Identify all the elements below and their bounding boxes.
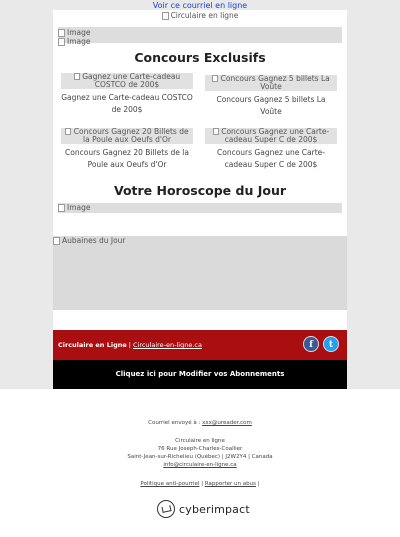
banner-alt-text: Image [67, 28, 91, 37]
logo-image[interactable] [53, 11, 347, 20]
banner-image[interactable] [58, 27, 342, 46]
facebook-icon[interactable]: f [303, 336, 319, 352]
broken-image-icon [53, 237, 60, 245]
email-card [53, 10, 347, 389]
broken-image-icon [65, 128, 71, 135]
contest-caption[interactable]: Concours Gagnez une Carte-cadeau Super C de 200$ [217, 148, 325, 169]
footer [0, 389, 400, 537]
street-address: 76 Rue Joseph-Charles-Coallier [157, 446, 243, 452]
cyberimpact-wordmark: cyberimpact [179, 502, 250, 516]
brand-bar [53, 330, 347, 360]
broken-image-icon [74, 73, 80, 80]
contest-image-alt: Gagnez une Carte-cadeau COSTCO de 200$ [82, 72, 181, 89]
contact-email[interactable]: info@circulaire-en-ligne.ca [163, 462, 237, 468]
city-line: Saint-Jean-sur-Richelieu (Québec) | J2W2Y4 | Canada [127, 454, 273, 460]
contest-item[interactable] [205, 128, 337, 171]
sent-to-label: Courriel envoyé à : [148, 420, 201, 426]
broken-image-icon [213, 128, 219, 135]
contest-caption[interactable]: Concours Gagnez 5 billets La Voûte [216, 95, 326, 116]
broken-image-icon [212, 75, 218, 82]
banner-alt-text: Image [67, 37, 91, 46]
broken-image-icon [58, 38, 65, 46]
horoscope-image[interactable] [58, 203, 342, 213]
cyberimpact-logo-icon [157, 500, 175, 518]
deals-image[interactable] [53, 236, 347, 310]
contest-caption[interactable]: Gagnez une Carte-cadeau COSTCO de 200$ [61, 93, 193, 114]
contest-caption[interactable]: Concours Gagnez 20 Billets de la Poule aux Oeufs d'Or [65, 148, 189, 169]
address-block [0, 437, 400, 469]
contest-image-alt: Concours Gagnez 20 Billets de la Poule aux Oeufs d'Or [73, 127, 189, 144]
broken-image-icon [58, 29, 65, 37]
footer-links [0, 480, 400, 488]
contest-image[interactable] [61, 128, 193, 144]
footer-divider: | [201, 481, 204, 487]
contests-title: Concours Exclusifs [134, 50, 266, 65]
contest-item[interactable] [205, 75, 337, 118]
brand-separator: | [128, 341, 131, 349]
cyberimpact-logo[interactable] [157, 500, 250, 518]
manage-subscriptions-button[interactable]: Cliquez ici pour Modifier vos Abonnements [53, 360, 347, 389]
deals-alt-text: Aubaines du Jour [62, 236, 126, 245]
broken-image-icon [58, 204, 65, 212]
company-name: Circulaire en ligne [175, 438, 225, 444]
contest-item[interactable] [61, 73, 193, 116]
sent-to-email[interactable]: xxx@ureader.com [202, 420, 252, 426]
contest-image[interactable] [205, 75, 337, 91]
horoscope-alt-text: Image [67, 203, 91, 212]
contest-image-alt: Concours Gagnez 5 billets La Voûte [220, 74, 330, 91]
antispam-policy-link[interactable]: Politique anti-pourriel [140, 481, 200, 487]
site-link[interactable]: Circulaire-en-ligne.ca [132, 341, 202, 349]
horoscope-title: Votre Horoscope du Jour [113, 183, 287, 198]
brand-name: Circulaire en Ligne [58, 341, 127, 349]
twitter-icon[interactable]: t [323, 336, 339, 352]
contest-item[interactable] [61, 128, 193, 171]
logo-alt-text: Circulaire en ligne [170, 11, 239, 20]
view-online-link[interactable]: Voir ce courriel en ligne [152, 1, 248, 10]
contest-image[interactable] [61, 73, 193, 89]
contest-image[interactable] [205, 128, 337, 144]
contest-image-alt: Concours Gagnez une Carte-cadeau Super C de 200$ [221, 127, 330, 144]
sent-to-line [0, 419, 400, 427]
report-abuse-link[interactable]: Rapporter un abus [204, 481, 256, 487]
broken-image-icon [162, 12, 169, 20]
footer-divider: | [257, 481, 260, 487]
